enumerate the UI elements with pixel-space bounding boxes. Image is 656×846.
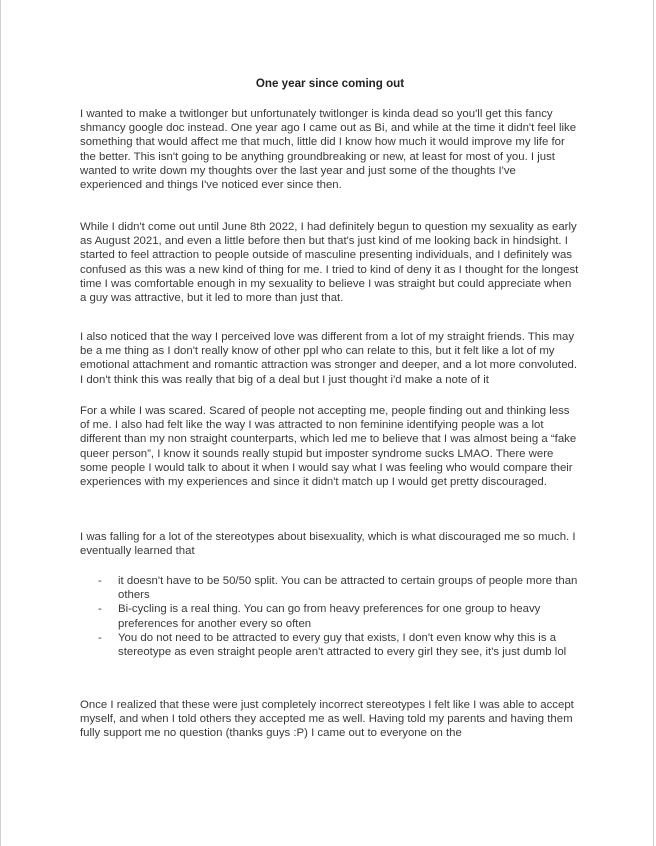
stereotype-list bbox=[80, 574, 580, 659]
paragraph-love: I also noticed that the way I perceived love was different from a lot of my straight friends. This may be a me thing as I don't really know of other ppl who can relate to this, but it felt like a lot of my emotional attachment and romantic attraction was stronger and deeper, and a lot more convoluted. I don't think this was really that big of a deal but I just thought i'd make a note of it bbox=[80, 331, 578, 386]
list-item-text: Bi-cycling is a real thing. You can go from heavy preferences for one group to heavy preferences for another every so often bbox=[118, 603, 541, 630]
list-item bbox=[80, 602, 580, 630]
bullet-marker: - bbox=[98, 575, 102, 587]
paragraph-closing: Once I realized that these were just completely incorrect stereotypes I felt like I was able to accept myself, and when I told others they accepted me as well. Having told my parents and having them fully support me no question (thanks guys :P) I came out to everyone on the bbox=[80, 699, 574, 740]
list-item bbox=[80, 574, 580, 602]
bullet-marker: - bbox=[98, 603, 102, 616]
list-item-text: You do not need to be attracted to every guy that exists, I don't even know why this is a stereotype as even straight people aren't attracted to every girl they see, it's just dumb lol bbox=[118, 631, 567, 659]
list-item bbox=[80, 631, 580, 659]
document-title: One year since coming out bbox=[255, 77, 405, 90]
paragraph-stereotypes: I was falling for a lot of the stereotypes about bisexuality, which is what discouraged me so much. I eventually learned that bbox=[80, 531, 576, 558]
paragraph-intro: I wanted to make a twitlonger but unfortunately twitlonger is kinda dead so you'll get this fancy shmancy google doc instead. One year ago I came out as Bi, and while at the time it didn't feel like something that would affect me that much, little did I know how much it would improve my life for the better. This isn't going to be anything groundbreaking or new, at least for most of you. I just wanted to write down my thoughts over the last year and just some of the thoughts I've experienced and things I've noticed ever since then. bbox=[80, 108, 577, 192]
paragraph-scared: For a while I was scared. Scared of people not accepting me, people finding out and thinking less of me. I also had felt like the way I was attracted to non feminine identifying people was a lot different than my non straight counterparts, which led me to believe that I was almost being a “fake queer person”, I know it sounds really stupid but imposter syndrome sucks LMAO. There were some people I would talk to about it when I would say what I was feeling who would compare their experiences with my experiences and since it didn't match up I would get pretty discouraged. bbox=[80, 405, 577, 489]
bullet-marker: - bbox=[98, 631, 102, 644]
list-item-text: it doesn't have to be 50/50 split. You can be attracted to certain groups of people more than others bbox=[118, 575, 578, 602]
paragraph-questioning: While I didn't come out until June 8th 2022, I had definitely begun to question my sexuality as early as August 2021, and even a little before then but that's just kind of me looking back in hindsight. I started to feel attraction to people outside of masculine presenting individuals, and I definitely was confused as this was a new kind of thing for me. I tried to kind of deny it as I thought for the longest time I was comfortable enough in my sexuality to believe I was straight but could appreciate when a guy was attractive, but it led to more than just that. bbox=[80, 221, 579, 305]
